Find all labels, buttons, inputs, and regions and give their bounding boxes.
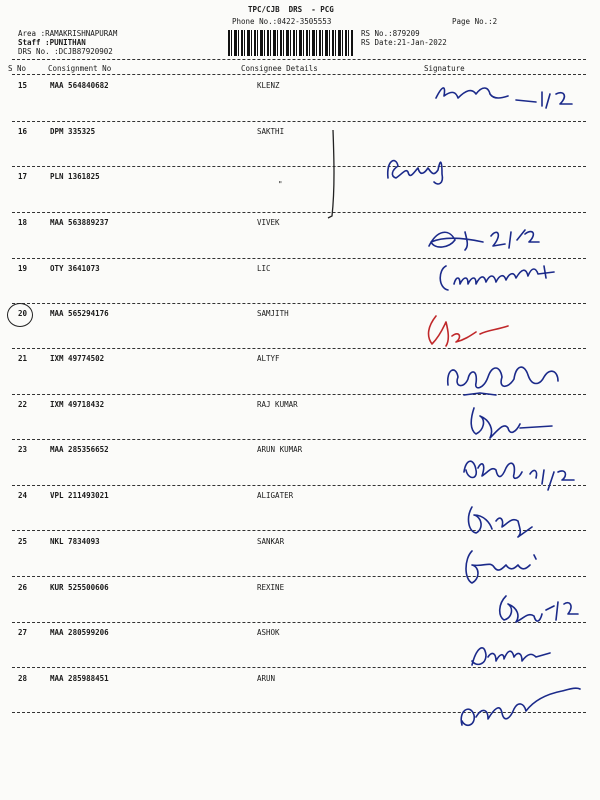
document-title: TPC/CJB DRS - PCG [248, 5, 334, 14]
rs-date: RS Date:21-Jan-2022 [361, 38, 447, 47]
rs-number: RS No.:879209 [361, 29, 420, 38]
row-consignee: " [278, 180, 283, 189]
staff-label: Staff :PUNITHAN [18, 38, 86, 47]
signature-mark [440, 355, 580, 405]
signature-mark [452, 685, 592, 735]
row-consignment: MAA 565294176 [50, 309, 109, 318]
divider [12, 212, 586, 213]
row-consignment: OTY 3641073 [50, 264, 100, 273]
row-consignee: SAMJITH [257, 309, 289, 318]
row-consignee: ALTYF [257, 354, 280, 363]
row-consignee: ASHOK [257, 628, 280, 637]
row-consignment: NKL 7834093 [50, 537, 100, 546]
signature-mark [425, 220, 565, 260]
row-consignee: VIVEK [257, 218, 280, 227]
divider [12, 59, 586, 60]
signature-mark [416, 312, 516, 352]
barcode [228, 30, 353, 56]
signature-mark [458, 545, 548, 591]
row-sno: 17 [18, 172, 28, 181]
row-consignment: DPM 335325 [50, 127, 96, 136]
row-consignee: SAKTHI [257, 127, 285, 136]
row-sno: 20 [18, 309, 28, 318]
divider [12, 121, 586, 122]
table-row [0, 172, 600, 189]
row-consignee: ARUN [257, 674, 276, 683]
row-consignment: MAA 280599206 [50, 628, 109, 637]
divider [12, 74, 586, 75]
col-consignee: Consignee Details [241, 64, 318, 73]
row-consignment: MAA 563889237 [50, 218, 109, 227]
row-sno: 25 [18, 537, 28, 546]
row-consignee: RAJ KUMAR [257, 400, 298, 409]
row-consignment: VPL 211493021 [50, 491, 109, 500]
row-sno: 21 [18, 354, 28, 363]
area-label: Area :RAMAKRISHNAPURAM [18, 29, 118, 38]
signature-mark [464, 400, 574, 446]
table-row [0, 127, 600, 139]
row-consignee: KLENZ [257, 81, 280, 90]
phone-number: Phone No.:0422-3505553 [232, 17, 332, 26]
signature-mark [462, 635, 562, 675]
ditto-bracket-mark [327, 128, 335, 218]
row-sno: 16 [18, 127, 28, 136]
row-consignee: LIC [257, 264, 271, 273]
divider [12, 166, 586, 167]
row-sno: 19 [18, 264, 28, 273]
row-consignment: IXM 49774502 [50, 354, 105, 363]
signature-mark [458, 450, 588, 496]
row-consignment: IXM 49718432 [50, 400, 105, 409]
signature-mark [436, 258, 566, 298]
row-consignment: PLN 1361825 [50, 172, 100, 181]
row-consignee: REXINE [257, 583, 285, 592]
signature-mark [490, 590, 590, 636]
drs-number: DRS No. :DCJB87920902 [18, 47, 113, 56]
row-sno: 24 [18, 491, 28, 500]
row-sno: 28 [18, 674, 28, 683]
row-consignment: KUR 525500606 [50, 583, 109, 592]
col-signature: Signature [424, 64, 465, 73]
row-sno: 18 [18, 218, 28, 227]
signature-mark [462, 497, 552, 541]
row-consignment: MAA 285988451 [50, 674, 109, 683]
row-consignee: ARUN KUMAR [257, 445, 303, 454]
row-sno: 26 [18, 583, 28, 592]
col-sno: S No [8, 64, 27, 73]
row-sno: 15 [18, 81, 28, 90]
divider [12, 303, 586, 304]
row-sno: 27 [18, 628, 28, 637]
row-consignment: MAA 285356652 [50, 445, 109, 454]
row-sno: 22 [18, 400, 28, 409]
signature-mark [382, 150, 462, 190]
col-consignment: Consignment No [48, 64, 112, 73]
signature-mark [432, 80, 582, 110]
row-consignee: SANKAR [257, 537, 285, 546]
row-consignee: ALIGATER [257, 491, 294, 500]
page-number: Page No.:2 [452, 17, 498, 26]
row-sno: 23 [18, 445, 28, 454]
row-consignment: MAA 564840682 [50, 81, 109, 90]
